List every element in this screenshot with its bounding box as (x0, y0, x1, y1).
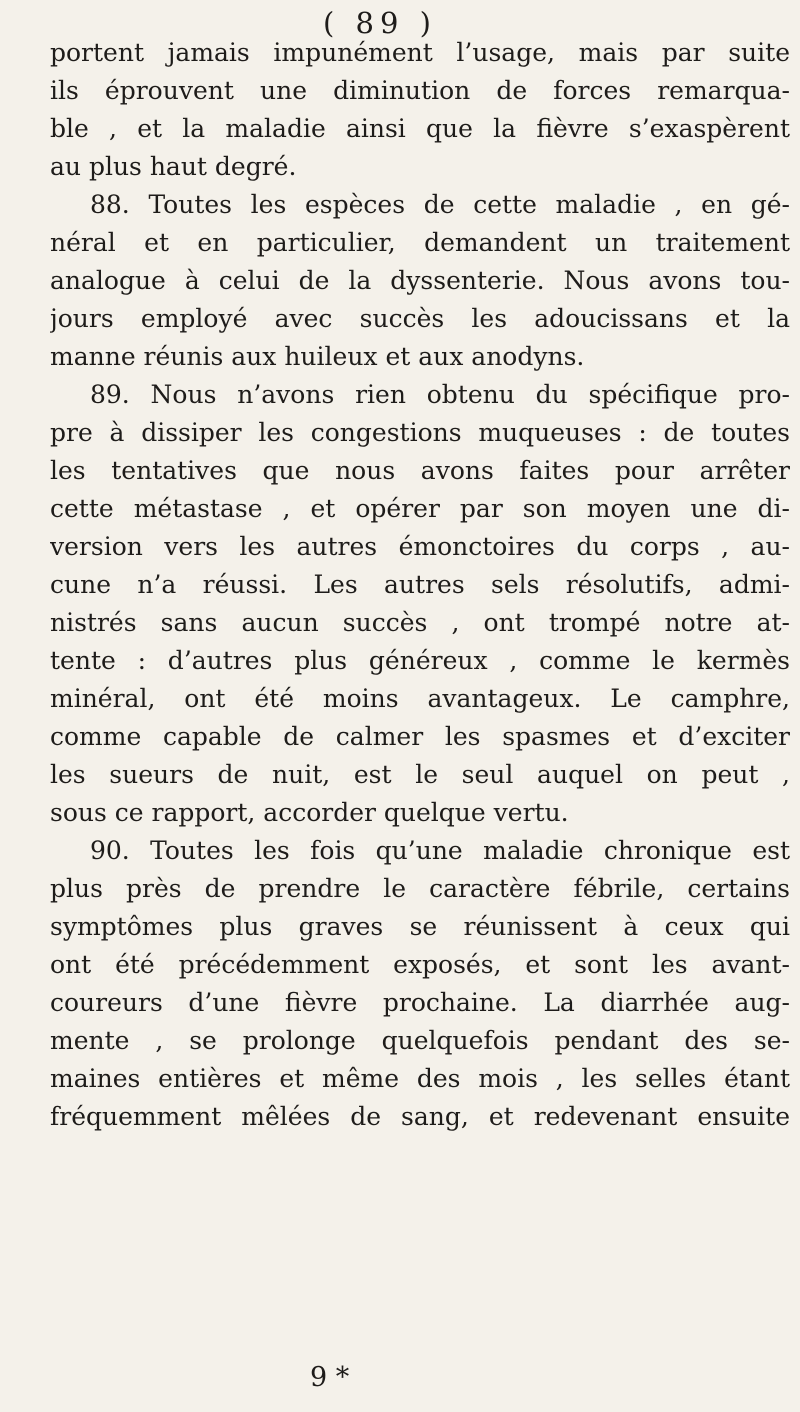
body-text (50, 34, 790, 1136)
text-line: portent jamais impunément l’usage, mais par suite (50, 38, 790, 67)
paragraph-89-start: 89. Nous n’avons rien obtenu du spécifique pro- (90, 380, 790, 409)
paragraph-88-start: 88. Toutes les espèces de cette maladie , en gé- (90, 190, 790, 219)
text-line: pre à dissiper les congestions muqueuses : de toutes (50, 418, 790, 447)
text-line: manne réunis aux huileux et aux anodyns. (50, 342, 585, 371)
text-line: analogue à celui de la dyssenterie. Nous avons tou- (50, 266, 790, 295)
text-line: sous ce rapport, accorder quelque vertu. (50, 798, 569, 827)
text-line: au plus haut degré. (50, 152, 297, 181)
text-line: nistrés sans aucun succès , ont trompé notre at- (50, 608, 790, 637)
text-line: fréquemment mêlées de sang, et redevenant ensuite (50, 1102, 790, 1131)
text-line: néral et en particulier, demandent un traitement (50, 228, 790, 257)
text-line: les tentatives que nous avons faites pour arrêter (50, 456, 790, 485)
signature-mark: 9 * (310, 1362, 350, 1393)
text-line: minéral, ont été moins avantageux. Le camphre, (50, 684, 790, 713)
text-line: cette métastase , et opérer par son moyen une di- (50, 494, 790, 523)
text-line: mente , se prolonge quelquefois pendant des se- (50, 1026, 790, 1055)
text-line: ble , et la maladie ainsi que la fièvre s’exaspèrent (50, 114, 790, 143)
text-line: coureurs d’une fièvre prochaine. La diarrhée aug- (50, 988, 790, 1017)
text-line: ils éprouvent une diminution de forces remarqua- (50, 76, 790, 105)
text-line: plus près de prendre le caractère fébrile, certains (50, 874, 790, 903)
text-line: version vers les autres émonctoires du corps , au- (50, 532, 790, 561)
text-line: les sueurs de nuit, est le seul auquel on peut , (50, 760, 790, 789)
text-line: ont été précédemment exposés, et sont les avant- (50, 950, 790, 979)
page-number: ( 89 ) (323, 6, 437, 40)
text-line: symptômes plus graves se réunissent à ceux qui (50, 912, 790, 941)
paragraph-90-start: 90. Toutes les fois qu’une maladie chronique est (90, 836, 790, 865)
text-line: tente : d’autres plus généreux , comme le kermès (50, 646, 790, 675)
text-line: comme capable de calmer les spasmes et d’exciter (50, 722, 790, 751)
text-line: cune n’a réussi. Les autres sels résolutifs, admi- (50, 570, 790, 599)
text-line: jours employé avec succès les adoucissans et la (50, 304, 790, 333)
text-line: maines entières et même des mois , les selles étant (50, 1064, 790, 1093)
